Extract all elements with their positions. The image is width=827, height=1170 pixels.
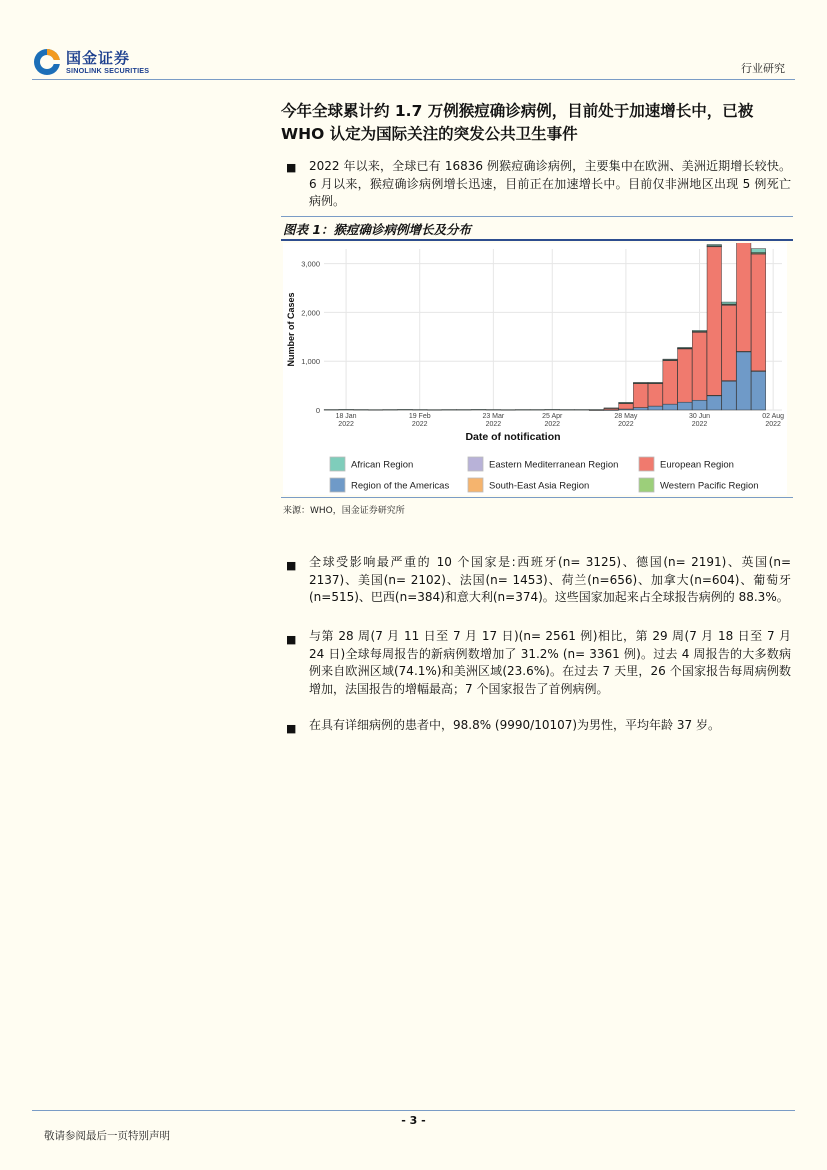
logo-text-cn: 国金证券: [66, 49, 131, 67]
bar-segment: [678, 347, 692, 348]
section-heading: 今年全球累计约 1.7 万例猴痘确诊病例，目前处于加速增长中，已被 WHO 认定为国际关注的突发公共卫生事件: [281, 102, 754, 143]
legend-swatch: [639, 478, 654, 492]
bar-segment: [751, 249, 765, 253]
bar-segment: [324, 410, 338, 411]
bar-segment: [339, 409, 353, 410]
bar-segment: [354, 410, 368, 411]
bullet-square-icon: ■: [286, 722, 297, 735]
legend-swatch: [330, 478, 345, 492]
bar-segment: [722, 381, 736, 410]
bar-segment: [648, 382, 662, 383]
bar-segment: [589, 410, 603, 411]
header-divider: [32, 79, 795, 80]
paragraph-2: 全球受影响最严重的 10 个国家是:西班牙(n= 3125)、德国(n= 2191)、英国(n= 2137)、美国(n= 2102)、法国(n= 1453)、荷兰(n=656)、加拿大(n=604)、葡萄牙(n=515)、巴西(n=384)和意大利(n=374)。这些国家加起来占全球报告病例的 88.3%。: [309, 555, 791, 604]
legend-label: European Region: [660, 459, 734, 471]
bar-segment: [427, 410, 441, 411]
bar-segment: [368, 410, 382, 411]
y-tick-label: 2,000: [301, 308, 320, 318]
bar-segment: [692, 332, 706, 400]
bar-segment: [471, 409, 485, 410]
chart-container: [283, 243, 787, 495]
figure-title: 图表 1：猴痘确诊病例增长及分布: [283, 222, 472, 237]
bar-segment: [707, 395, 721, 410]
bar-segment: [398, 409, 412, 410]
x-tick-label-year: 2022: [485, 421, 502, 428]
x-tick-label: 19 Feb: [408, 413, 431, 420]
figure-bottom-rule: [281, 497, 793, 498]
bar-segment: [383, 410, 397, 411]
bar-segment: [678, 349, 692, 403]
bar-segment: [736, 243, 750, 351]
x-tick-label-year: 2022: [618, 421, 634, 428]
x-tick-label: 23 Mar: [482, 413, 505, 420]
x-tick-label: 25 Apr: [542, 413, 563, 420]
figure-title-rule: [281, 239, 793, 241]
bar-segment: [486, 410, 500, 411]
bar-segment: [413, 410, 427, 411]
logo-text-en: SINOLINK SECURITIES: [66, 66, 150, 75]
bar-segment: [648, 406, 662, 410]
figure-source: 来源：WHO，国金证券研究所: [283, 506, 405, 516]
legend-swatch: [468, 457, 483, 471]
legend-swatch: [468, 478, 483, 492]
bar-segment: [692, 400, 706, 410]
figure-top-rule: [281, 216, 793, 217]
bar-segment: [751, 371, 765, 410]
x-tick-label: 02 Aug: [762, 413, 785, 420]
bar-segment: [619, 402, 633, 403]
bar-segment: [722, 302, 736, 304]
bar-segment: [648, 383, 662, 406]
x-tick-label-year: 2022: [411, 421, 428, 428]
y-tick-label: 1,000: [301, 357, 320, 367]
y-tick-label: 0: [315, 406, 320, 415]
bar-segment: [545, 409, 559, 410]
bullet-square-icon: ■: [286, 161, 297, 174]
bar-segment: [751, 254, 765, 371]
y-tick-label: 3,000: [301, 259, 320, 269]
legend-label: South-East Asia Region: [489, 480, 590, 492]
bar-segment: [633, 383, 647, 407]
bar-segment: [663, 360, 677, 404]
bar-segment: [442, 410, 456, 411]
x-tick-label-year: 2022: [338, 421, 354, 428]
paragraph-4: 在具有详细病例的患者中，98.8% (9990/10107)为男性，平均年龄 37 岁。: [309, 718, 720, 732]
x-tick-label: 18 Jan: [335, 413, 357, 420]
bar-segment: [707, 246, 721, 395]
section-label: 行业研究: [741, 62, 785, 75]
bar-segment: [663, 404, 677, 410]
footer-divider: [32, 1110, 795, 1111]
x-tick-label-year: 2022: [765, 421, 781, 428]
legend-label: Eastern Mediterranean Region: [489, 459, 619, 471]
bar-segment: [457, 410, 471, 411]
bar-segment: [619, 403, 633, 409]
bar-segment: [501, 410, 515, 411]
y-axis-label: Number of Cases: [286, 292, 296, 367]
sinolink-logo-icon: [33, 48, 61, 76]
paragraph-1: 2022 年以来，全球已有 16836 例猴痘确诊病例，主要集中在欧洲、美洲近期增长较快。6 月以来，猴痘确诊病例增长迅速，目前正在加速增长中。目前仅非洲地区出现 5 例死亡病例。: [309, 159, 791, 208]
paragraph-3: 与第 28 周(7 月 11 日至 7 月 17 日)(n= 2561 例)相比，第 29 周(7 月 18 日至 7 月 24 日)全球每周报告的新病例数增加了 31.2% (n= 3361 例)。过去 4 周报告的大多数病例来自欧洲区域(74.1%)和美洲区域(23.6%)。在过去 7 天里，26 个国家报告每周病例数增加，法国报告的增幅最高；7 个国家报告了首例病例。: [309, 629, 791, 696]
legend-swatch: [639, 457, 654, 471]
bullet-square-icon: ■: [286, 559, 297, 572]
bar-segment: [663, 359, 677, 360]
x-tick-label: 30 Jun: [689, 413, 711, 420]
legend-swatch: [330, 457, 345, 471]
legend-label: Western Pacific Region: [660, 480, 759, 492]
bar-segment: [633, 382, 647, 383]
legend-label: Region of the Americas: [351, 480, 450, 492]
bar-segment: [575, 410, 589, 411]
bar-segment: [530, 410, 544, 411]
bar-segment: [707, 245, 721, 246]
bar-segment: [633, 408, 647, 410]
bullet-square-icon: ■: [286, 633, 297, 646]
cases-bar-chart: [283, 243, 787, 495]
bar-segment: [678, 402, 692, 410]
x-tick-label: 28 May: [614, 413, 638, 420]
x-tick-label-year: 2022: [691, 421, 708, 428]
legend-label: African Region: [351, 459, 414, 471]
footer-disclaimer: 敬请参阅最后一页特别声明: [44, 1130, 170, 1142]
bar-segment: [516, 410, 530, 411]
bar-segment: [692, 330, 706, 331]
bar-segment: [560, 410, 574, 411]
x-axis-label: Date of notification: [465, 431, 561, 443]
bar-segment: [722, 305, 736, 381]
bar-segment: [604, 408, 618, 409]
page-number: - 3 -: [401, 1114, 426, 1127]
x-tick-label-year: 2022: [544, 421, 561, 428]
bar-segment: [736, 351, 750, 410]
